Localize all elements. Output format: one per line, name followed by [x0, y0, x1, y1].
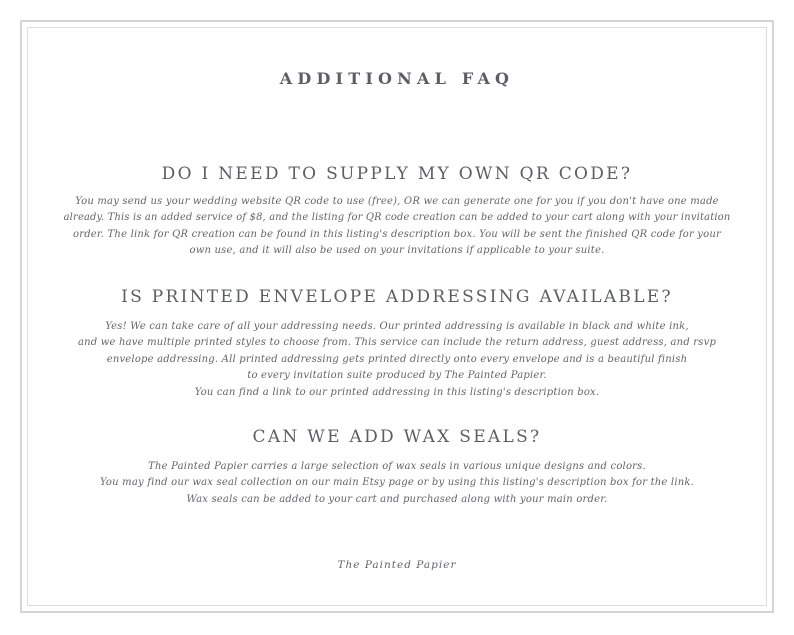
answer-line: to every invitation suite produced by The Painted Papier.: [247, 370, 547, 382]
answer-line: Wax seals can be added to your cart and purchased along with your main order.: [186, 493, 608, 505]
brand-signature: The Painted Papier: [337, 559, 457, 571]
answer-line: You may send us your wedding website QR code to use (free), OR we can generate one for you if you don't have one made: [75, 196, 719, 207]
answer-line: You may find our wax seal collection on our main Etsy page or by using this listing's description box for the link.: [99, 477, 695, 489]
faq-section-wax-seals: [60, 427, 734, 508]
faq-answer: [60, 459, 734, 508]
faq-answer: [60, 319, 734, 401]
answer-line: already. This is an added service of $8, and the listing for QR code creation can be added to your cart along with your invitation: [63, 212, 731, 224]
answer-line: own use, and it will also be used on your invitations if applicable to your suite.: [189, 245, 605, 257]
page-title: ADDITIONAL FAQ: [279, 69, 515, 88]
faq-question: CAN WE ADD WAX SEALS?: [252, 427, 542, 447]
answer-line: envelope addressing. All printed addressing gets printed directly onto every envelope and is a beautiful finish: [106, 353, 688, 365]
faq-section-qr-code: [60, 164, 734, 260]
answer-line: Yes! We can take care of all your addressing needs. Our printed addressing is available in black and white ink,: [105, 321, 689, 332]
faq-question: IS PRINTED ENVELOPE ADDRESSING AVAILABLE?: [121, 287, 673, 307]
answer-line: The Painted Papier carries a large selection of wax seals in various unique designs and colors.: [148, 461, 646, 472]
answer-line: and we have multiple printed styles to choose from. This service can include the return address, guest address, and rsvp: [77, 337, 717, 349]
answer-line: order. The link for QR creation can be found in this listing's description box. You will be sent the finished QR code for your: [73, 228, 721, 240]
answer-line: You can find a link to our printed addressing in this listing's description box.: [194, 386, 600, 398]
faq-section-envelope-addressing: [60, 287, 734, 401]
faq-question: DO I NEED TO SUPPLY MY OWN QR CODE?: [161, 164, 633, 184]
faq-answer: [60, 194, 734, 260]
